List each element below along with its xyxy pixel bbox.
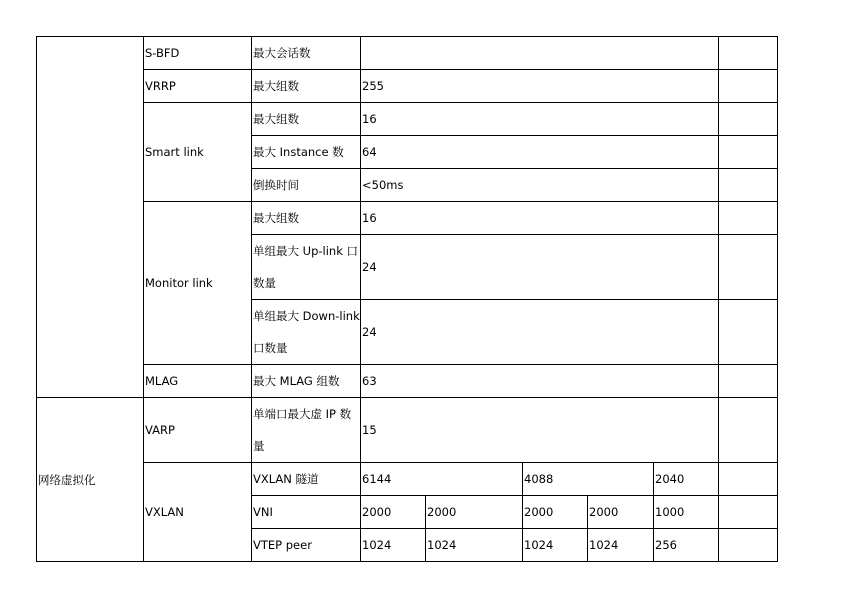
empty-cell bbox=[719, 136, 778, 169]
feature-cell: Smart link bbox=[144, 103, 252, 202]
value-cell: 1000 bbox=[654, 496, 719, 529]
item-cell: 最大 MLAG 组数 bbox=[252, 365, 361, 398]
empty-cell bbox=[719, 235, 778, 300]
feature-cell: VARP bbox=[144, 398, 252, 463]
empty-cell bbox=[719, 70, 778, 103]
item-cell: 倒换时间 bbox=[252, 169, 361, 202]
item-cell: 单组最大 Down-link 口数量 bbox=[252, 300, 361, 365]
empty-cell bbox=[719, 202, 778, 235]
empty-cell bbox=[719, 103, 778, 136]
value-cell: 2000 bbox=[361, 496, 426, 529]
table-row bbox=[37, 103, 778, 136]
empty-cell bbox=[719, 300, 778, 365]
table-row bbox=[37, 202, 778, 235]
table-row bbox=[37, 70, 778, 103]
value-cell: 4088 bbox=[523, 463, 654, 496]
spec-table bbox=[36, 36, 778, 562]
empty-cell bbox=[719, 37, 778, 70]
feature-cell: S-BFD bbox=[144, 37, 252, 70]
value-cell bbox=[361, 37, 719, 70]
feature-cell: Monitor link bbox=[144, 202, 252, 365]
item-cell: 单组最大 Up-link 口数量 bbox=[252, 235, 361, 300]
empty-cell bbox=[719, 398, 778, 463]
table-row bbox=[37, 37, 778, 70]
value-cell: 16 bbox=[361, 103, 719, 136]
table-row bbox=[37, 463, 778, 496]
feature-cell: MLAG bbox=[144, 365, 252, 398]
item-cell: 最大组数 bbox=[252, 70, 361, 103]
item-cell: 单端口最大虚 IP 数量 bbox=[252, 398, 361, 463]
item-cell: 最大会话数 bbox=[252, 37, 361, 70]
value-cell: 1024 bbox=[523, 529, 588, 562]
item-cell: 最大组数 bbox=[252, 202, 361, 235]
empty-cell bbox=[719, 365, 778, 398]
value-cell: 256 bbox=[654, 529, 719, 562]
table-row bbox=[37, 398, 778, 463]
empty-cell bbox=[719, 169, 778, 202]
value-cell: 16 bbox=[361, 202, 719, 235]
empty-cell bbox=[719, 496, 778, 529]
item-cell: 最大组数 bbox=[252, 103, 361, 136]
value-cell: 255 bbox=[361, 70, 719, 103]
value-cell: 2000 bbox=[588, 496, 654, 529]
value-cell: 64 bbox=[361, 136, 719, 169]
feature-cell: VXLAN bbox=[144, 463, 252, 562]
item-cell: VXLAN 隧道 bbox=[252, 463, 361, 496]
value-cell: <50ms bbox=[361, 169, 719, 202]
value-cell: 2000 bbox=[523, 496, 588, 529]
value-cell: 6144 bbox=[361, 463, 523, 496]
feature-cell: VRRP bbox=[144, 70, 252, 103]
value-cell: 24 bbox=[361, 300, 719, 365]
item-cell: VTEP peer bbox=[252, 529, 361, 562]
category-cell bbox=[37, 37, 144, 398]
value-cell: 63 bbox=[361, 365, 719, 398]
value-cell: 2000 bbox=[426, 496, 523, 529]
table-row bbox=[37, 365, 778, 398]
empty-cell bbox=[719, 529, 778, 562]
empty-cell bbox=[719, 463, 778, 496]
item-cell: 最大 Instance 数 bbox=[252, 136, 361, 169]
value-cell: 2040 bbox=[654, 463, 719, 496]
value-cell: 15 bbox=[361, 398, 719, 463]
item-cell: VNI bbox=[252, 496, 361, 529]
category-cell: 网络虚拟化 bbox=[37, 398, 144, 562]
value-cell: 1024 bbox=[588, 529, 654, 562]
value-cell: 1024 bbox=[426, 529, 523, 562]
value-cell: 1024 bbox=[361, 529, 426, 562]
value-cell: 24 bbox=[361, 235, 719, 300]
